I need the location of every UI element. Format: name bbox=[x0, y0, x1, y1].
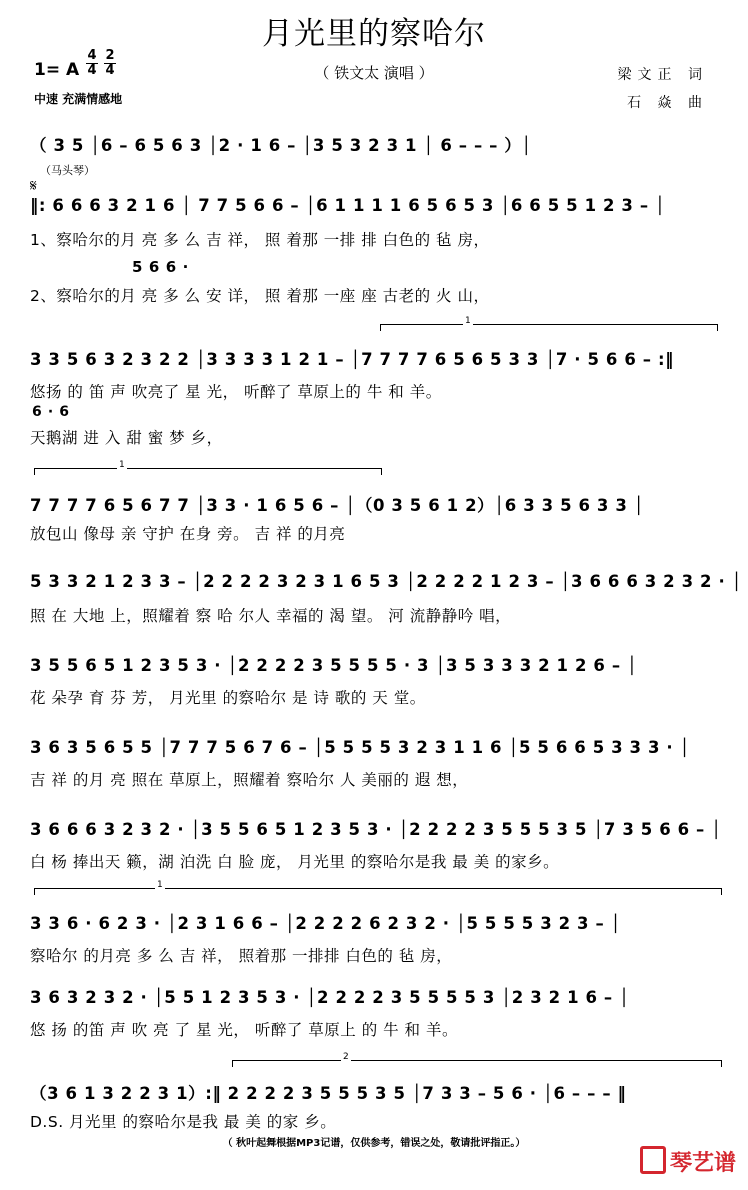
score-row-3: 3 3 5 6 3 2 3 2 2 │3 3 3 3 1 2 1 – │7 7 7 7 6 5 6 5 3 3 │7 · 5 6 6 – :‖ bbox=[30, 350, 675, 369]
score-row-10: 3 6 3 2 3 2 · │5 5 1 2 3 5 3 · │2 2 2 2 3 5 5 5 5 3 │2 3 2 1 6 – │ bbox=[30, 988, 630, 1007]
performer-subtitle: （ 铁文太 演唱 ） bbox=[314, 64, 434, 82]
composer-credit: 石 焱 曲 bbox=[627, 95, 708, 111]
lyric-row-6: 花 朵孕 育 芬 芳， 月光里 的察哈尔 是 诗 歌的 天 堂。 bbox=[30, 689, 426, 707]
variant-notes-row-2: 5 6 6 · bbox=[132, 258, 189, 276]
score-row-5: 5 3 3 2 1 2 3 3 – │2 2 2 2 3 2 3 1 6 5 3 │2 2 2 2 1 2 3 – │3 6 6 6 3 2 3 2 · │ bbox=[30, 572, 743, 591]
volta-bracket-3: 1 bbox=[34, 888, 722, 895]
logo-mark-icon bbox=[640, 1146, 666, 1174]
time-signature-2-4: 2 4 bbox=[105, 48, 115, 78]
volta-bracket-2: 1 bbox=[34, 468, 382, 475]
lyric-row-9: 察哈尔 的月亮 多 么 吉 祥， 照着那 一排排 白色的 毡 房， bbox=[30, 947, 453, 965]
lyric-row-11: D.S. 月光里 的察哈尔是我 最 美 的家 乡。 bbox=[30, 1113, 337, 1131]
variant-notes-row-3: 6 · 6 bbox=[32, 404, 70, 420]
lyric-row-4: 放包山 像母 亲 守护 在身 旁。 吉 祥 的月亮 bbox=[30, 525, 346, 543]
transcription-note: （ 秋叶起舞根据MP3记谱，仅供参考，错误之处，敬请批评指正。） bbox=[222, 1138, 526, 1149]
tempo-marking: 中速 充满情感地 bbox=[34, 92, 123, 106]
score-row-9: 3 3 6 · 6 2 3 · │2 3 1 6 6 – │2 2 2 2 6 2 3 2 · │5 5 5 5 3 2 3 – │ bbox=[30, 914, 622, 933]
time-signature-4-4: 4 4 bbox=[87, 48, 97, 78]
volta-bracket-1: 1 bbox=[380, 324, 718, 331]
score-row-2: ‖: 6 6 6 3 2 1 6 │ 7 7 5 6 6 – │6 1 1 1 1 6 5 6 5 3 │6 6 5 5 1 2 3 – │ bbox=[30, 196, 666, 215]
lyricist-credit: 梁文正 词 bbox=[617, 67, 708, 83]
segno-sign: 𝄋 bbox=[30, 176, 37, 195]
score-row-1: （ 3 5 │6 – 6 5 6 3 │2 · 1 6 – │3 5 3 2 3 1 │ 6 – – – ）│ bbox=[30, 136, 532, 155]
instrument-note: （马头琴） bbox=[40, 164, 95, 177]
lyric-row-3-verse-1: 悠扬 的 笛 声 吹亮了 星 光， 听醉了 草原上的 牛 和 羊。 bbox=[30, 383, 442, 401]
lyric-row-7: 吉 祥 的月 亮 照在 草原上，照耀着 察哈尔 人 美丽的 遐 想， bbox=[30, 771, 469, 789]
lyric-row-10: 悠 扬 的笛 声 吹 亮 了 星 光， 听醉了 草原上 的 牛 和 羊。 bbox=[30, 1021, 458, 1039]
lyric-row-3-verse-2: 天鹅湖 进 入 甜 蜜 梦 乡， bbox=[30, 429, 223, 447]
lyric-row-2-verse-1: 1、察哈尔的月 亮 多 么 吉 祥， 照 着那 一排 排 白色的 毡 房， bbox=[30, 231, 490, 249]
site-logo: 琴艺谱 bbox=[640, 1146, 736, 1177]
lyric-row-5: 照 在 大地 上，照耀着 察 哈 尔人 幸福的 渴 望。 河 流静静吟 唱， bbox=[30, 607, 512, 625]
score-row-11: （3 6 1 3 2 2 3 1）:‖ 2 2 2 2 3 5 5 5 3 5 │7 3 3 – 5 6 · │6 – – – ‖ bbox=[30, 1084, 627, 1103]
score-row-4: 7 7 7 7 6 5 6 7 7 │3 3 · 1 6 5 6 – │（0 3 5 6 1 2）│6 3 3 5 6 3 3 │ bbox=[30, 496, 645, 515]
score-row-7: 3 6 3 5 6 5 5 │7 7 7 5 6 7 6 – │5 5 5 5 3 2 3 1 1 6 │5 5 6 6 5 3 3 3 · │ bbox=[30, 738, 691, 757]
lyric-row-8: 白 杨 捧出天 籁，湖 泊洗 白 脸 庞， 月光里 的察哈尔是我 最 美 的家乡。 bbox=[30, 853, 560, 871]
lyric-row-2-verse-2: 2、察哈尔的月 亮 多 么 安 详， 照 着那 一座 座 古老的 火 山， bbox=[30, 287, 490, 305]
song-title: 月光里的察哈尔 bbox=[262, 16, 486, 52]
score-row-6: 3 5 5 6 5 1 2 3 5 3 · │2 2 2 2 3 5 5 5 5 · 3 │3 5 3 3 3 2 1 2 6 – │ bbox=[30, 656, 638, 675]
key-signature: 1= A bbox=[34, 60, 80, 80]
volta-bracket-4: 2 bbox=[232, 1060, 722, 1067]
score-row-8: 3 6 6 6 3 2 3 2 · │3 5 5 6 5 1 2 3 5 3 · │2 2 2 2 3 5 5 5 3 5 │7 3 5 6 6 – │ bbox=[30, 820, 722, 839]
